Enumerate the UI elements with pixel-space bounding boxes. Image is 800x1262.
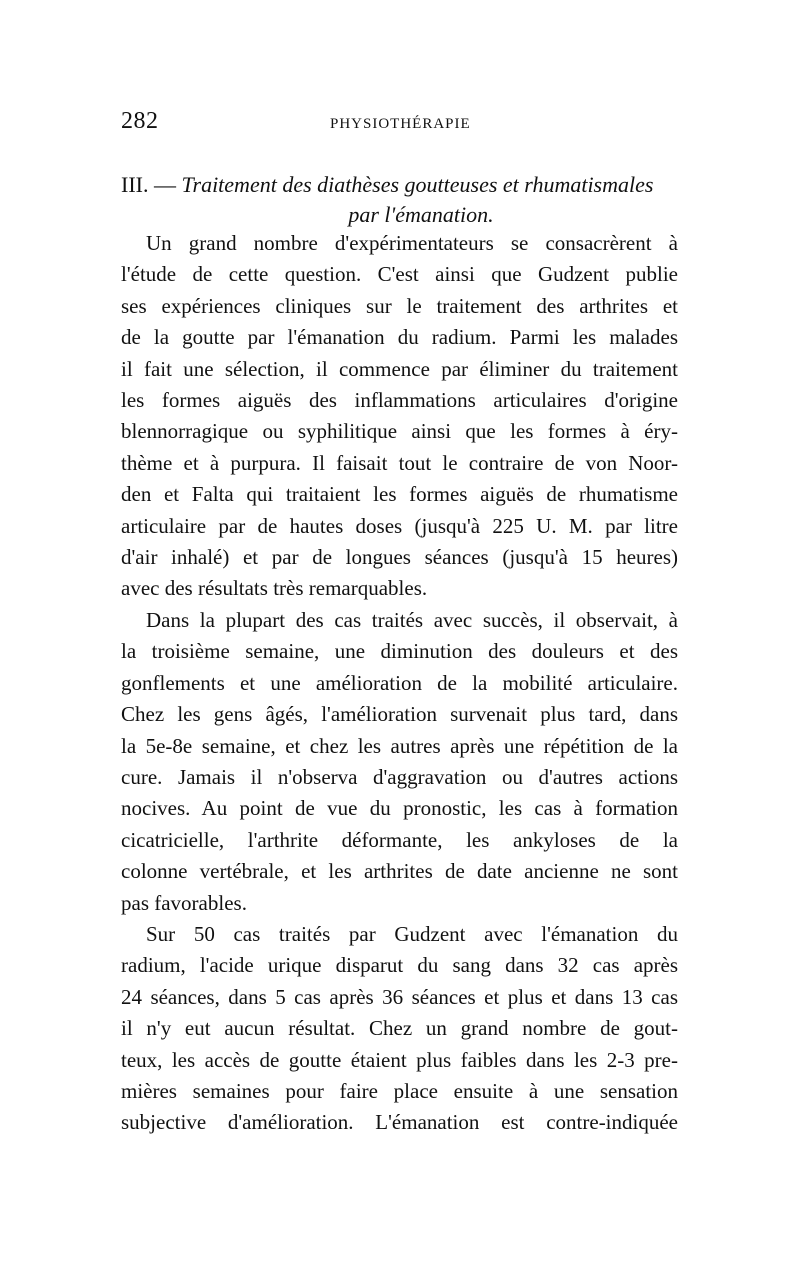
text-line: Chez les gens âgés, l'amélioration survenait plus tard, dans (121, 702, 678, 727)
section-dash: — (153, 172, 176, 197)
section-title (121, 170, 681, 230)
text-line: teux, les accès de goutte étaient plus faibles dans les 2-3 pre- (121, 1047, 678, 1072)
text-line: de la goutte par l'émanation du radium. Parmi les malades (121, 325, 678, 350)
text-line: il n'y eut aucun résultat. Chez un grand nombre de gout- (121, 1016, 678, 1041)
text-line: les formes aiguës des inflammations articulaires d'origine (121, 388, 678, 413)
paragraph-1 (121, 228, 678, 605)
text-line: radium, l'acide urique disparut du sang dans 32 cas après (121, 953, 678, 978)
text-line: d'air inhalé) et par de longues séances (jusqu'à 15 heures) (121, 545, 678, 570)
text-line: mières semaines pour faire place ensuite à une sensation (121, 1078, 678, 1103)
section-number: III. (121, 172, 149, 197)
section-title-line-2: par l'émanation. (348, 202, 494, 227)
page-number: 282 (121, 108, 159, 134)
paragraph-2 (121, 605, 678, 919)
text-line: articulaire par de hautes doses (jusqu'à 225 U. M. par litre (121, 513, 678, 538)
text-line: il fait une sélection, il commence par éliminer du traitement (121, 356, 678, 381)
text-line: avec des résultats très remarquables. (121, 576, 428, 601)
text-line: l'étude de cette question. C'est ainsi que Gudzent publie (121, 262, 678, 287)
paragraph-3 (121, 919, 678, 1139)
text-line: Un grand nombre d'expérimentateurs se consacrèrent à (146, 231, 678, 255)
text-line: thème et à purpura. Il faisait tout le contraire de von Noor- (121, 450, 678, 475)
text-line: nocives. Au point de vue du pronostic, les cas à formation (121, 796, 678, 821)
text-line: colonne vertébrale, et les arthrites de date ancienne ne sont (121, 859, 678, 884)
text-line: ses expériences cliniques sur le traitement des arthrites et (121, 293, 678, 318)
text-line: subjective d'amélioration. L'émanation est contre-indiquée (121, 1110, 678, 1135)
text-line: Sur 50 cas traités par Gudzent avec l'émanation du (146, 921, 678, 946)
text-line: 24 séances, dans 5 cas après 36 séances et plus et dans 13 cas (121, 984, 678, 1009)
text-line: blennorragique ou syphilitique ainsi que les formes à éry- (121, 419, 678, 444)
text-line: cicatricielle, l'arthrite déformante, les ankyloses de la (121, 827, 678, 852)
body-text (121, 228, 678, 1139)
text-line: den et Falta qui traitaient les formes aiguës de rhumatisme (121, 482, 678, 507)
text-line: la troisième semaine, une diminution des douleurs et des (121, 639, 678, 664)
running-title: PHYSIOTHÉRAPIE (330, 116, 471, 132)
text-line: gonflements et une amélioration de la mobilité articulaire. (121, 670, 678, 695)
text-line: la 5e-8e semaine, et chez les autres après une répétition de la (121, 733, 678, 758)
text-line: pas favorables. (121, 890, 247, 915)
section-title-line-1: Traitement des diathèses goutteuses et rhumatismales (181, 172, 654, 197)
text-line: Dans la plupart des cas traités avec succès, il observait, à (146, 607, 678, 632)
text-line: cure. Jamais il n'observa d'aggravation ou d'autres actions (121, 764, 678, 789)
